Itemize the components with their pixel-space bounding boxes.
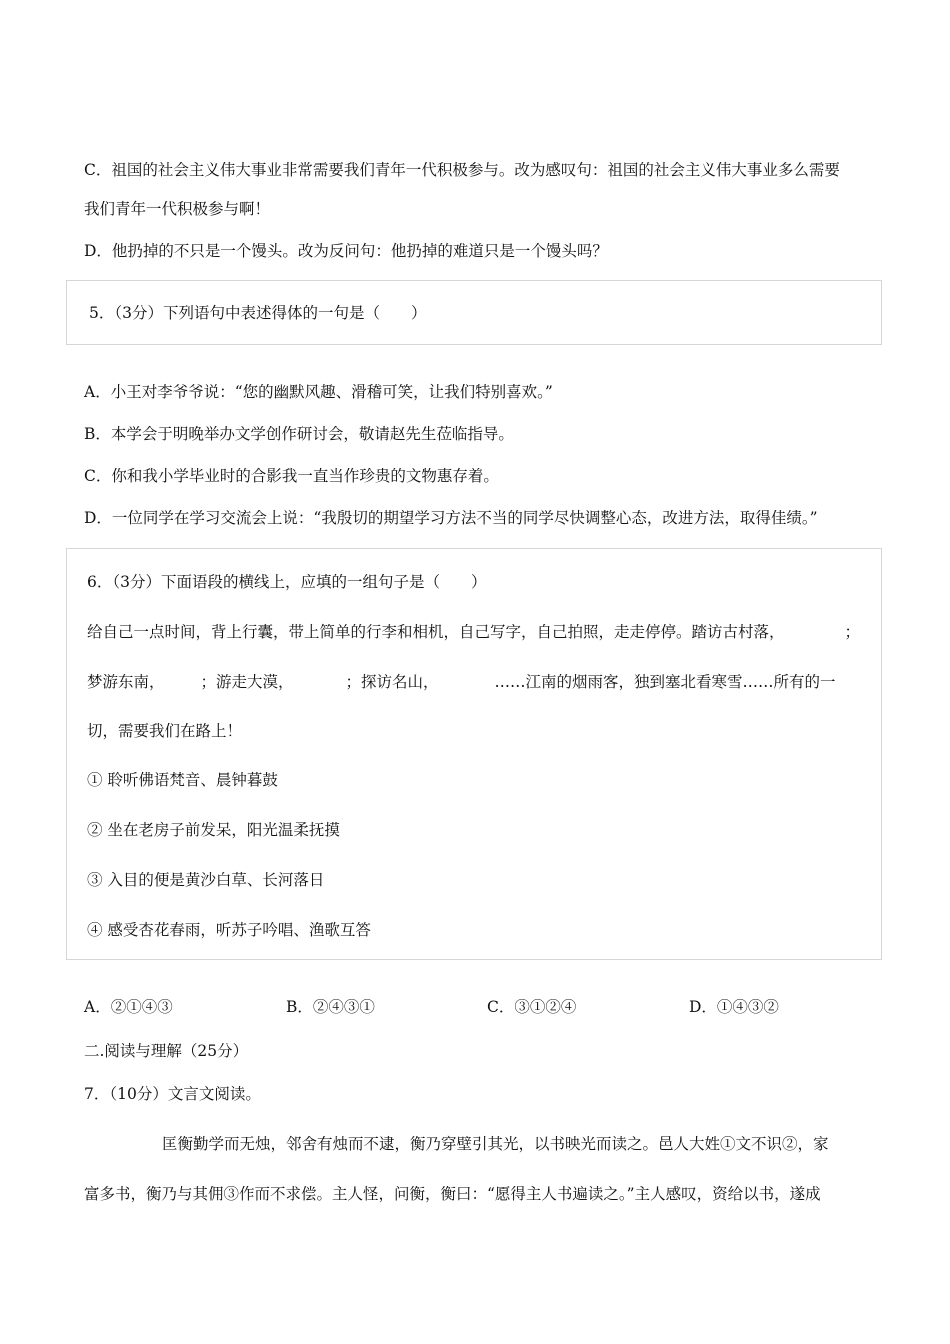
q6-item-1: ① 聆听佛语梵音、晨钟暮鼓 xyxy=(87,771,278,789)
q6-item-2: ② 坐在老房子前发呆，阳光温柔抚摸 xyxy=(87,821,340,839)
q5-option-d: D．一位同学在学习交流会上说：“我殷切的期望学习方法不当的同学尽快调整心态，改进方法，取得佳绩。” xyxy=(84,509,818,527)
q5-option-a: A．小王对李爷爷说：“您的幽默风趣、滑稽可笑，让我们特别喜欢。” xyxy=(84,383,553,401)
q4-option-c-line2: 我们青年一代积极参与啊！ xyxy=(84,200,271,218)
q7-para-line1: 匡衡勤学而无烛，邻舍有烛而不逮，衡乃穿壁引其光，以书映光而读之。邑人大姓①文不识②，家 xyxy=(162,1135,829,1153)
q5-stem-box xyxy=(66,280,882,345)
q6-passage-line2-b: ；游走大漠， xyxy=(200,673,294,691)
q6-box xyxy=(66,548,882,960)
q5-option-c: C．你和我小学毕业时的合影我一直当作珍贵的文物惠存着。 xyxy=(84,467,499,485)
q6-passage-line2-c: ；探访名山， xyxy=(345,673,439,691)
q6-passage-line1-end: ； xyxy=(844,623,861,641)
q6-passage-line2 xyxy=(87,672,836,692)
q6-choice-d: D．①④③② xyxy=(689,998,779,1016)
q4-option-c-line1: C．祖国的社会主义伟大事业非常需要我们青年一代积极参与。改为感叹句：祖国的社会主义伟大事业多么需要 xyxy=(84,161,840,179)
q7-para-line2: 富多书，衡乃与其佣③作而不求偿。主人怪，问衡，衡曰：“愿得主人书遍读之。”主人感叹，资给以书，遂成 xyxy=(84,1185,821,1203)
q5-stem: 5．（3分）下列语句中表述得体的一句是（ ） xyxy=(89,304,427,322)
q6-passage-line1-text: 给自己一点时间，背上行囊，带上简单的行李和相机，自己写字，自己拍照，走走停停。踏访古村落， xyxy=(87,623,785,641)
q6-choice-a: A．②①④③ xyxy=(84,998,173,1016)
q6-passage-line2-d: ……江南的烟雨客，独到塞北看寒雪……所有的一 xyxy=(494,673,836,691)
q7-stem: 7．（10分）文言文阅读。 xyxy=(84,1085,261,1103)
q6-passage-line2-a: 梦游东南， xyxy=(87,673,165,691)
q6-item-3: ③ 入目的便是黄沙白草、长河落日 xyxy=(87,871,325,889)
q5-option-b: B．本学会于明晚举办文学创作研讨会，敬请赵先生莅临指导。 xyxy=(84,425,514,443)
q6-choice-c: C．③①②④ xyxy=(487,998,577,1016)
section2-heading: 二.阅读与理解（25分） xyxy=(84,1042,249,1060)
q6-choice-b: B．②④③① xyxy=(286,998,375,1016)
q4-option-d: D．他扔掉的不只是一个馒头。改为反问句：他扔掉的难道只是一个馒头吗？ xyxy=(84,242,608,260)
q6-stem: 6．（3分）下面语段的横线上，应填的一组句子是（ ） xyxy=(87,573,487,591)
q6-passage-line1 xyxy=(87,622,860,642)
q6-item-4: ④ 感受杏花春雨，听苏子吟唱、渔歌互答 xyxy=(87,921,371,939)
q6-passage-line3: 切，需要我们在路上！ xyxy=(87,722,243,740)
